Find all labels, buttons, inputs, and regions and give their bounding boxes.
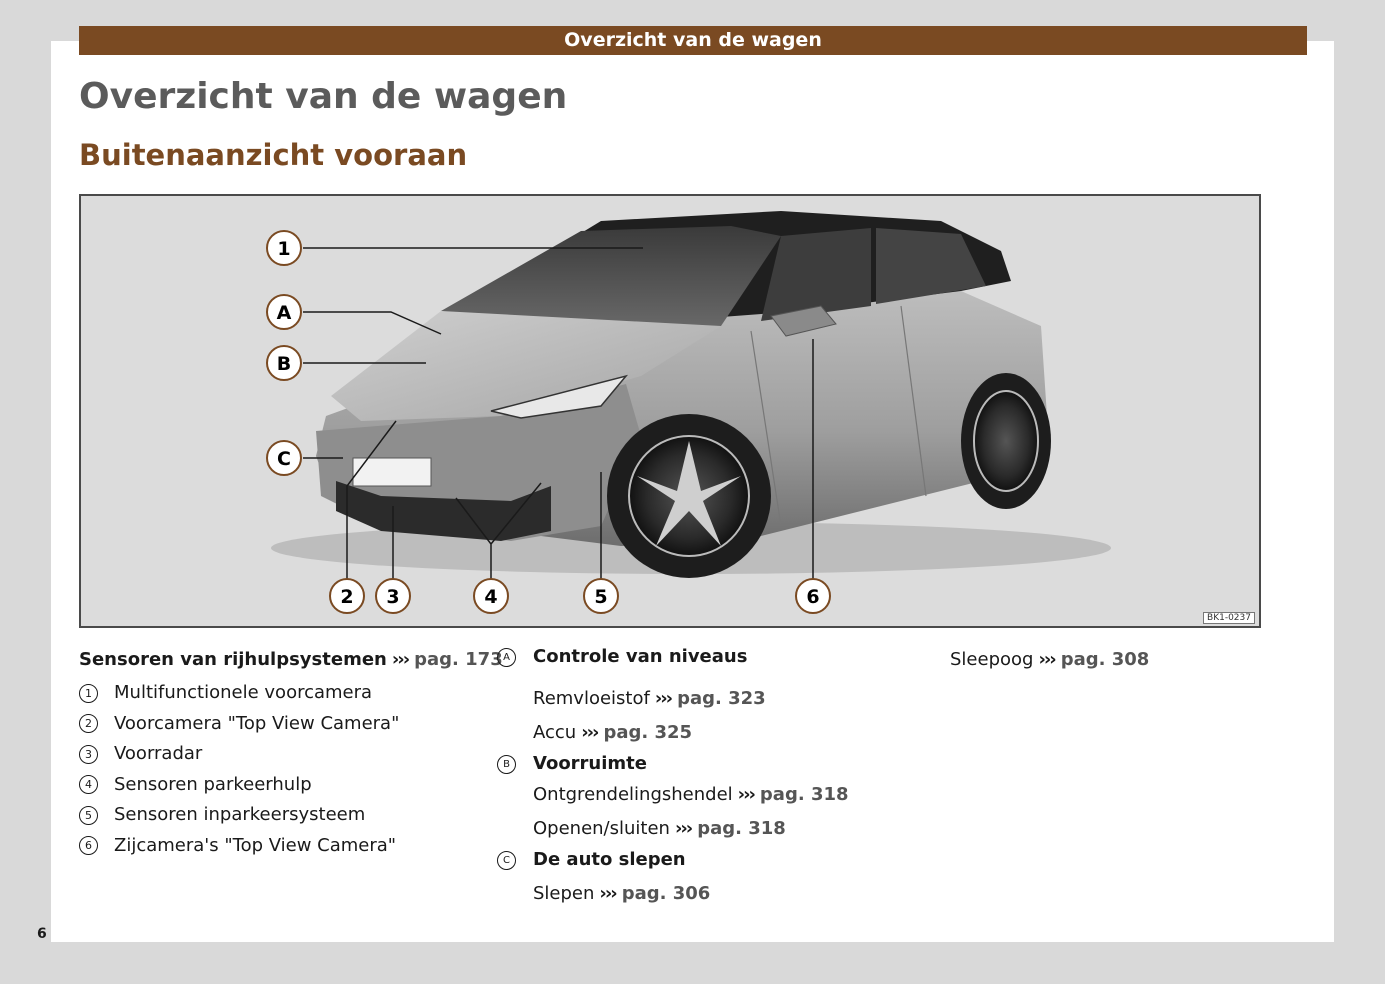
item-label: Ontgrendelingshendel [533,784,733,805]
car-illustration [81,196,1261,628]
item-label: Zijcamera's "Top View Camera" [114,834,397,856]
column-towing [950,648,1310,672]
list-item [79,800,479,831]
rear-wheel-rim [974,391,1038,491]
item-number-badge: 1 [79,684,98,703]
group-title: Controle van niveaus [533,646,748,667]
callout-label-3: 3 [386,586,400,608]
callout-label-6: 6 [806,586,820,608]
arrow-ref-icon: ››› [599,883,616,904]
item-label: Openen/sluiten [533,818,670,839]
item-label: Voorradar [114,743,203,765]
sensors-heading: Sensoren van rijhulpsystemen [79,649,387,670]
arrow-ref-icon: ››› [737,784,754,805]
item-number-badge: 2 [79,714,98,733]
list-item [497,874,917,914]
callout-label-a: A [276,302,292,324]
group-heading-c [497,846,917,874]
letter-badge-a: A [497,648,516,667]
column-maintenance [497,648,917,914]
arrow-ref-icon: ››› [1038,649,1055,670]
callout-label-5: 5 [594,586,608,608]
page-number: 6 [37,926,47,942]
list-item [497,682,917,716]
group-title: De auto slepen [533,849,686,870]
page-ref[interactable]: pag. 323 [677,688,766,709]
callout-c [267,441,301,475]
page-ref[interactable]: pag. 318 [697,818,786,839]
arrow-ref-icon: ››› [391,649,409,670]
list-item [79,831,479,862]
arrow-ref-icon: ››› [654,688,672,709]
list-item [79,678,479,709]
callout-label-b: B [276,353,292,375]
callout-2 [330,579,364,613]
item-label: Slepen [533,883,595,904]
item-number-badge: 3 [79,745,98,764]
letter-badge-b: B [497,755,516,774]
page-title: Overzicht van de wagen [79,76,568,117]
figure-code: BK1-0237 [1203,612,1255,624]
sensors-heading-row [79,648,503,672]
page-ref[interactable]: pag. 308 [1060,649,1150,670]
item-label: Multifunctionele voorcamera [114,682,373,704]
group-heading-b [497,750,917,778]
list-item [79,739,479,770]
list-item [79,709,479,740]
item-label: Remvloeistof [533,688,650,709]
item-label: Sensoren inparkeersysteem [114,804,366,826]
sensors-page-ref[interactable]: pag. 173 [414,649,503,670]
car-figure [79,194,1261,628]
letter-badge-c: C [497,851,516,870]
item-label: Accu [533,722,577,743]
callout-label-4: 4 [484,586,498,608]
group-title: Voorruimte [533,753,647,774]
arrow-ref-icon: ››› [674,818,692,839]
callout-3 [376,579,410,613]
item-label: Sleepoog [950,649,1034,670]
callout-5 [584,579,618,613]
callout-a [267,295,301,329]
callout-1 [267,231,301,265]
item-number-badge: 6 [79,836,98,855]
item-label: Sensoren parkeerhulp [114,773,312,795]
item-number-badge: 5 [79,806,98,825]
column-sensors [79,648,503,861]
group-heading-a [497,648,917,666]
page-ref[interactable]: pag. 306 [621,883,711,904]
item-label: Voorcamera "Top View Camera" [114,712,400,734]
page-ref[interactable]: pag. 325 [603,722,693,743]
callout-4 [474,579,508,613]
callout-label-c: C [277,448,291,470]
list-item [497,812,917,846]
callout-6 [796,579,830,613]
callout-b [267,346,301,380]
callout-label-1: 1 [277,238,291,260]
arrow-ref-icon: ››› [581,722,598,743]
list-item [950,648,1310,672]
list-item [79,770,479,801]
page-ref[interactable]: pag. 318 [759,784,849,805]
list-item [497,778,917,812]
running-header: Overzicht van de wagen [79,26,1307,55]
callout-label-2: 2 [340,586,354,608]
list-item [497,716,917,750]
item-number-badge: 4 [79,775,98,794]
section-title: Buitenaanzicht vooraan [79,138,468,172]
